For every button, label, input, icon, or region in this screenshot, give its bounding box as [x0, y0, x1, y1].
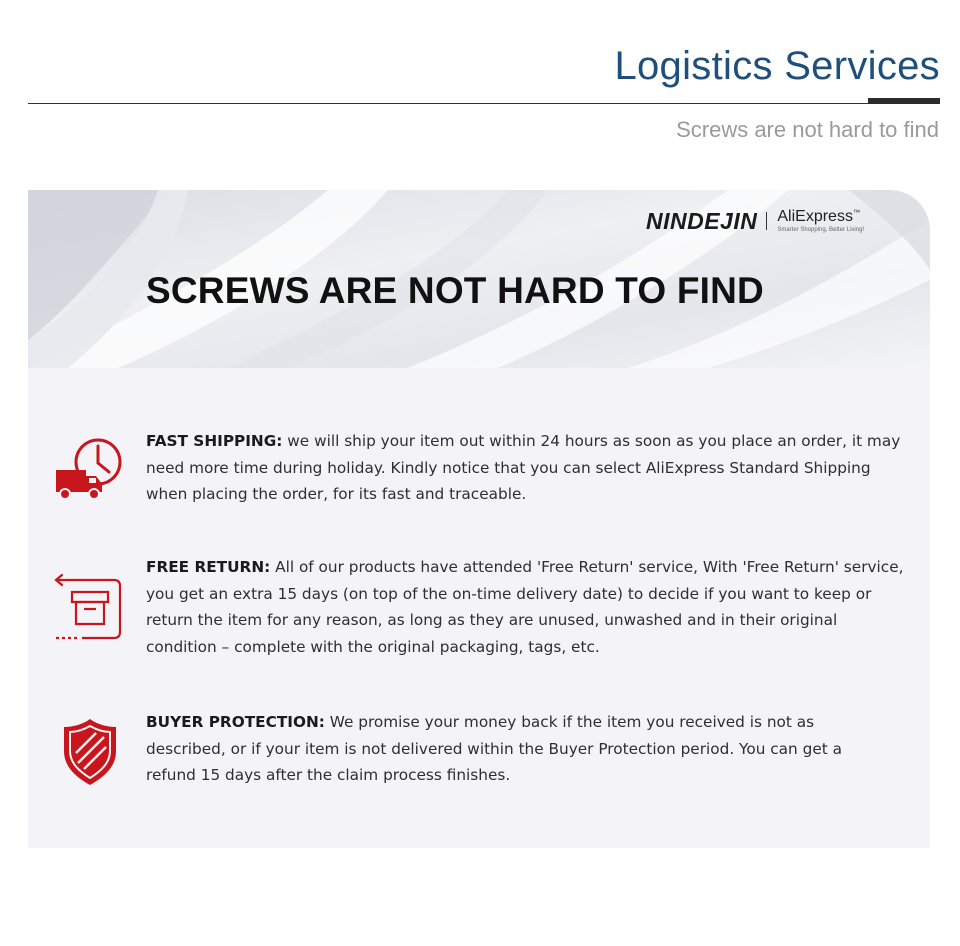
feature-label: BUYER PROTECTION: [146, 713, 325, 731]
logistics-card [28, 190, 930, 848]
header-divider-accent [868, 98, 940, 104]
feature-fast-shipping-text [146, 428, 906, 508]
feature-buyer-protection-text [146, 709, 866, 789]
brand-lockup [646, 206, 864, 236]
feature-free-return-text [146, 554, 906, 660]
feature-body: We promise your money back if the item you received is not as described, or if your item is not delivered within the Buyer Protection period. You can get a refund 15 days after the claim process finishes. [146, 713, 842, 784]
clock-truck-icon [52, 432, 130, 507]
header-divider [28, 103, 940, 104]
page-title: Logistics Services [614, 44, 940, 88]
feature-body: we will ship your item out within 24 hours as soon as you place an order, it may need more time during holiday. Kindly notice that you can select AliExpress Standard Shipping when placing the order, for its fast and traceable. [146, 432, 901, 503]
banner-headline: SCREWS ARE NOT HARD TO FIND [146, 270, 764, 311]
page-subtitle: Screws are not hard to find [676, 117, 939, 142]
aliexpress-logo [777, 209, 864, 233]
feature-body: All of our products have attended 'Free Return' service, With 'Free Return' service, you get an extra 15 days (on top of the on-time delivery date) to decide if you want to keep or return the item for any reason, as long as they are unused, unwashed and in their original condition – complete with the original packaging, tags, etc. [146, 558, 904, 656]
brand-separator [766, 212, 767, 230]
feature-label: FAST SHIPPING: [146, 432, 283, 450]
aliexpress-name-text: AliExpress [777, 208, 853, 225]
shield-icon [52, 717, 132, 792]
banner [28, 190, 930, 368]
aliexpress-tagline: Smarter Shopping, Better Living! [777, 227, 865, 233]
brand-logo: NINDEJIN [646, 207, 758, 234]
return-box-icon [52, 572, 132, 647]
feature-label: FREE RETURN: [146, 558, 271, 576]
aliexpress-trademark: ™ [852, 209, 860, 217]
aliexpress-name [777, 209, 864, 225]
